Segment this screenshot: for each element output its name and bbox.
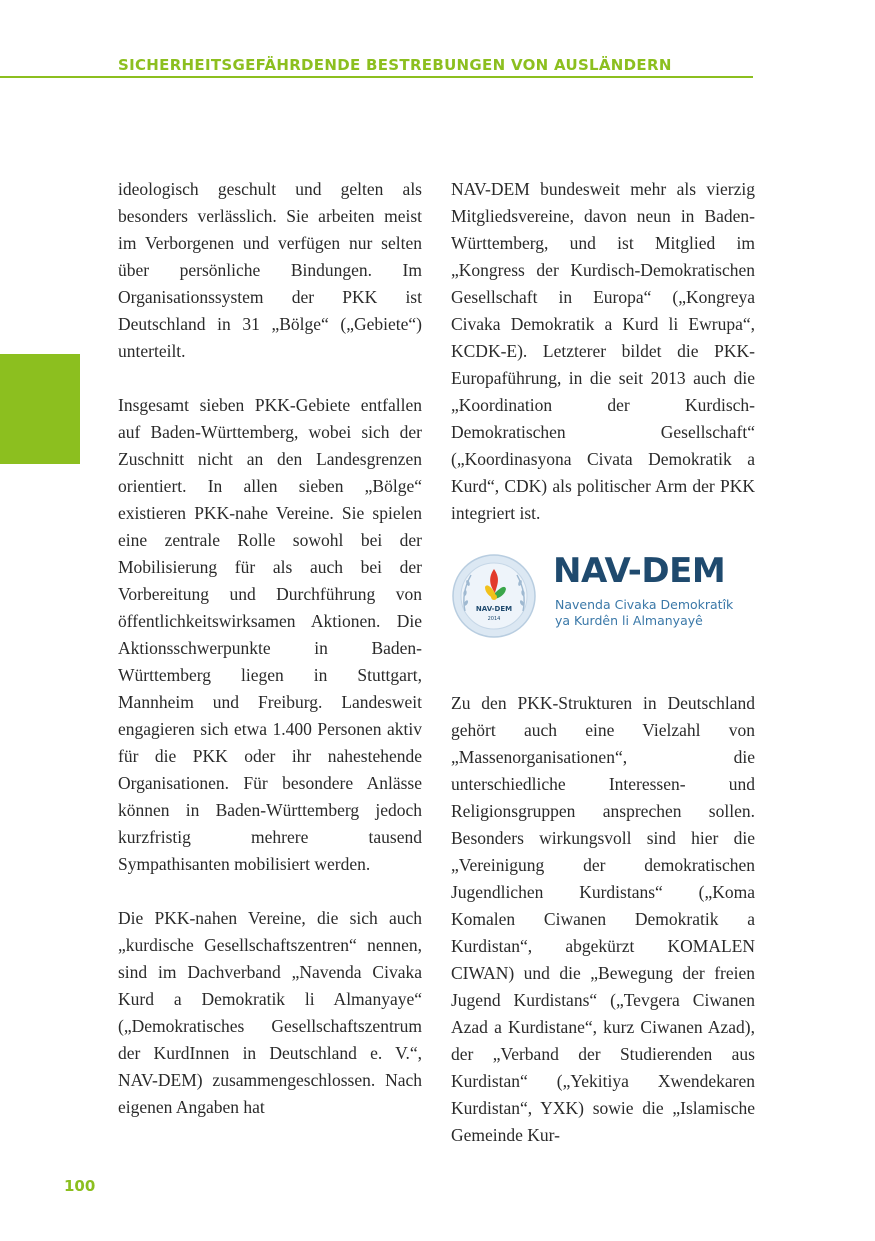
right-column-bottom <box>451 690 755 1149</box>
paragraph-massenorganisationen: Zu den PKK-Strukturen in Deutschland gehört auch eine Vielzahl von „Massenorganisationen“, die unterschiedliche Interessen- und Religionsgruppen ansprechen sollen. Besonders wirkungsvoll sind hier die „Vereinigung der demokratischen Jugendlichen Kurdistans“ („Koma Komalen Ciwanen Demokratik a Kurdistan“, abgekürzt KOMALEN CIWAN) und die „Bewegung der freien Jugend Kurdistans“ („Tevgera Ciwanen Azad a Kurdistane“, kurz Ciwanen Azad), der „Verband der Studierenden aus Kurdistan“ („Yekitiya Xwendekaren Kurdistan“, YXK) sowie die „Islamische Gemeinde Kur- <box>451 693 755 1145</box>
logo-subtitle-line2: ya Kurdên li Almanyayê <box>555 613 703 628</box>
left-column <box>118 176 422 1121</box>
paragraph-nav-dem: NAV-DEM bundesweit mehr als vierzig Mitgliedsvereine, davon neun in Baden-Württemberg, und ist Mitglied im „Kongress der Kurdisch-Demokratischen Gesellschaft in Europa“ („Kongreya Civaka Demokratik a Kurd li Ewrupa“, KCDK-E). Letzterer bildet die PKK-Europaführung, in die seit 2013 auch die „Koordination der Kurdisch-Demokratischen Gesellschaft“ („Koordinasyona Civata Demokratik a Kurd“, CDK) als politischer Arm der PKK integriert ist. <box>451 179 755 523</box>
paragraph-organisation: ideologisch geschult und gelten als besonders verlässlich. Sie arbeiten meist im Verborgenen und verfügen nur selten über persönliche Bindungen. Im Organisationssystem der PKK ist Deutschland in 31 „Bölge“ („Gebiete“) unterteilt. <box>118 179 422 361</box>
nav-dem-logo <box>451 553 751 639</box>
paragraph-pkk-gebiete: Insgesamt sieben PKK-Gebiete entfallen auf Baden-Württemberg, wobei sich der Zuschnitt nicht an den Landesgrenzen orientiert. In allen sieben „Bölge“ existieren PKK-nahe Vereine. Sie spielen eine zentrale Rolle sowohl bei der Mobilisierung für als auch bei der Vorbereitung und Durchführung von öffentlichkeitswirksamen Aktionen. Die Aktionsschwerpunkte in Baden-Württemberg liegen in Stuttgart, Mannheim und Freiburg. Landesweit engagieren sich etwa 1.400 Personen aktiv für die PKK oder ihr nahestehende Organisationen. Für besondere Anlässe können in Baden-Württemberg jedoch kurzfristig mehrere tausend Sympathisanten mobilisiert werden. <box>118 395 422 874</box>
logo-title: NAV-DEM <box>553 551 726 591</box>
header-rule <box>0 76 753 78</box>
running-header: SICHERHEITSGEFÄHRDENDE BESTREBUNGEN VON AUSLÄNDERN <box>118 56 672 74</box>
page-number: 100 <box>64 1177 96 1195</box>
emblem-label: NAV-DEM <box>475 605 513 613</box>
nav-dem-emblem-icon <box>451 553 537 639</box>
chapter-tab-marker <box>0 354 80 464</box>
emblem-year: 2014 <box>487 616 501 622</box>
right-column-top <box>451 176 755 527</box>
paragraph-vereine: Die PKK-nahen Vereine, die sich auch „kurdische Gesellschaftszentren“ nennen, sind im Dachverband „Navenda Civaka Kurd a Demokratik li Almanyaye“ („Demokratisches Gesellschaftszentrum der KurdInnen in Deutschland e. V.“, NAV-DEM) zusammengeschlossen. Nach eigenen Angaben hat <box>118 908 422 1117</box>
logo-subtitle-line1: Navenda Civaka Demokratîk <box>555 597 734 612</box>
